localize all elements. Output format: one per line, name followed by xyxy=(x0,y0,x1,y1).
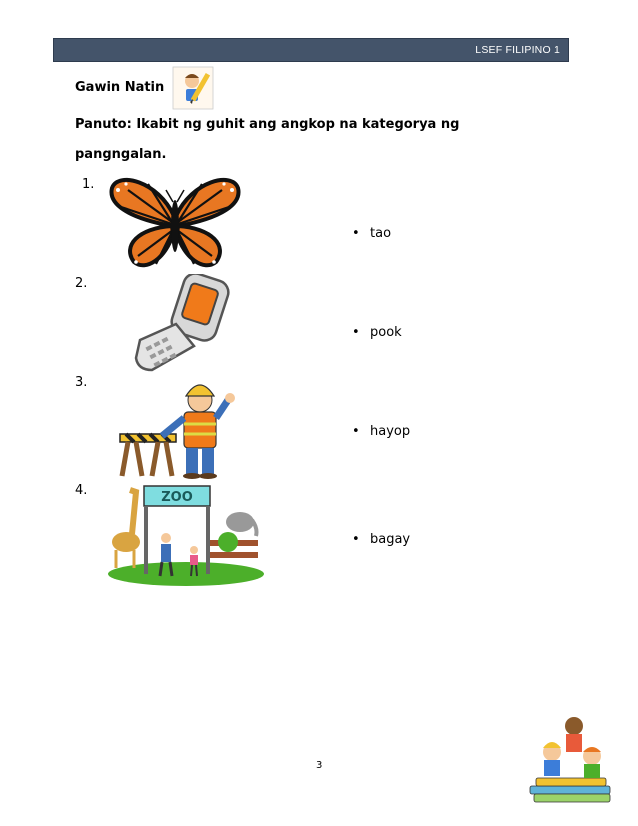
butterfly-icon xyxy=(108,176,242,272)
option-hayop xyxy=(352,424,410,439)
section-title: Gawin Natin xyxy=(75,80,165,95)
kids-reading-icon xyxy=(526,714,618,806)
option-label: pook xyxy=(370,325,402,340)
page-number: 3 xyxy=(316,760,323,771)
option-label: hayop xyxy=(370,424,411,439)
instruction-text: Panuto: Ikabit ng guhit ang angkop na kategorya ng pangngalan. xyxy=(75,117,460,162)
option-label: bagay xyxy=(370,532,411,547)
bullet: • xyxy=(352,226,360,241)
construction-worker-icon xyxy=(116,378,244,480)
header-label: LSEF FILIPINO 1 xyxy=(475,44,560,56)
bullet: • xyxy=(352,325,360,340)
zoo-icon xyxy=(106,484,264,588)
option-label: tao xyxy=(370,226,392,241)
header-bar xyxy=(53,38,569,62)
flip-phone-icon xyxy=(132,274,230,374)
option-tao xyxy=(352,226,391,241)
item-number: 1. xyxy=(82,177,95,192)
zoo-sign-text: ZOO xyxy=(161,490,193,505)
item-number: 2. xyxy=(75,276,88,291)
option-pook xyxy=(352,325,402,340)
bullet: • xyxy=(352,532,360,547)
item-number: 4. xyxy=(75,483,88,498)
bullet: • xyxy=(352,424,360,439)
item-number: 3. xyxy=(75,375,88,390)
pencil-boy-icon xyxy=(172,66,214,110)
option-bagay xyxy=(352,532,410,547)
